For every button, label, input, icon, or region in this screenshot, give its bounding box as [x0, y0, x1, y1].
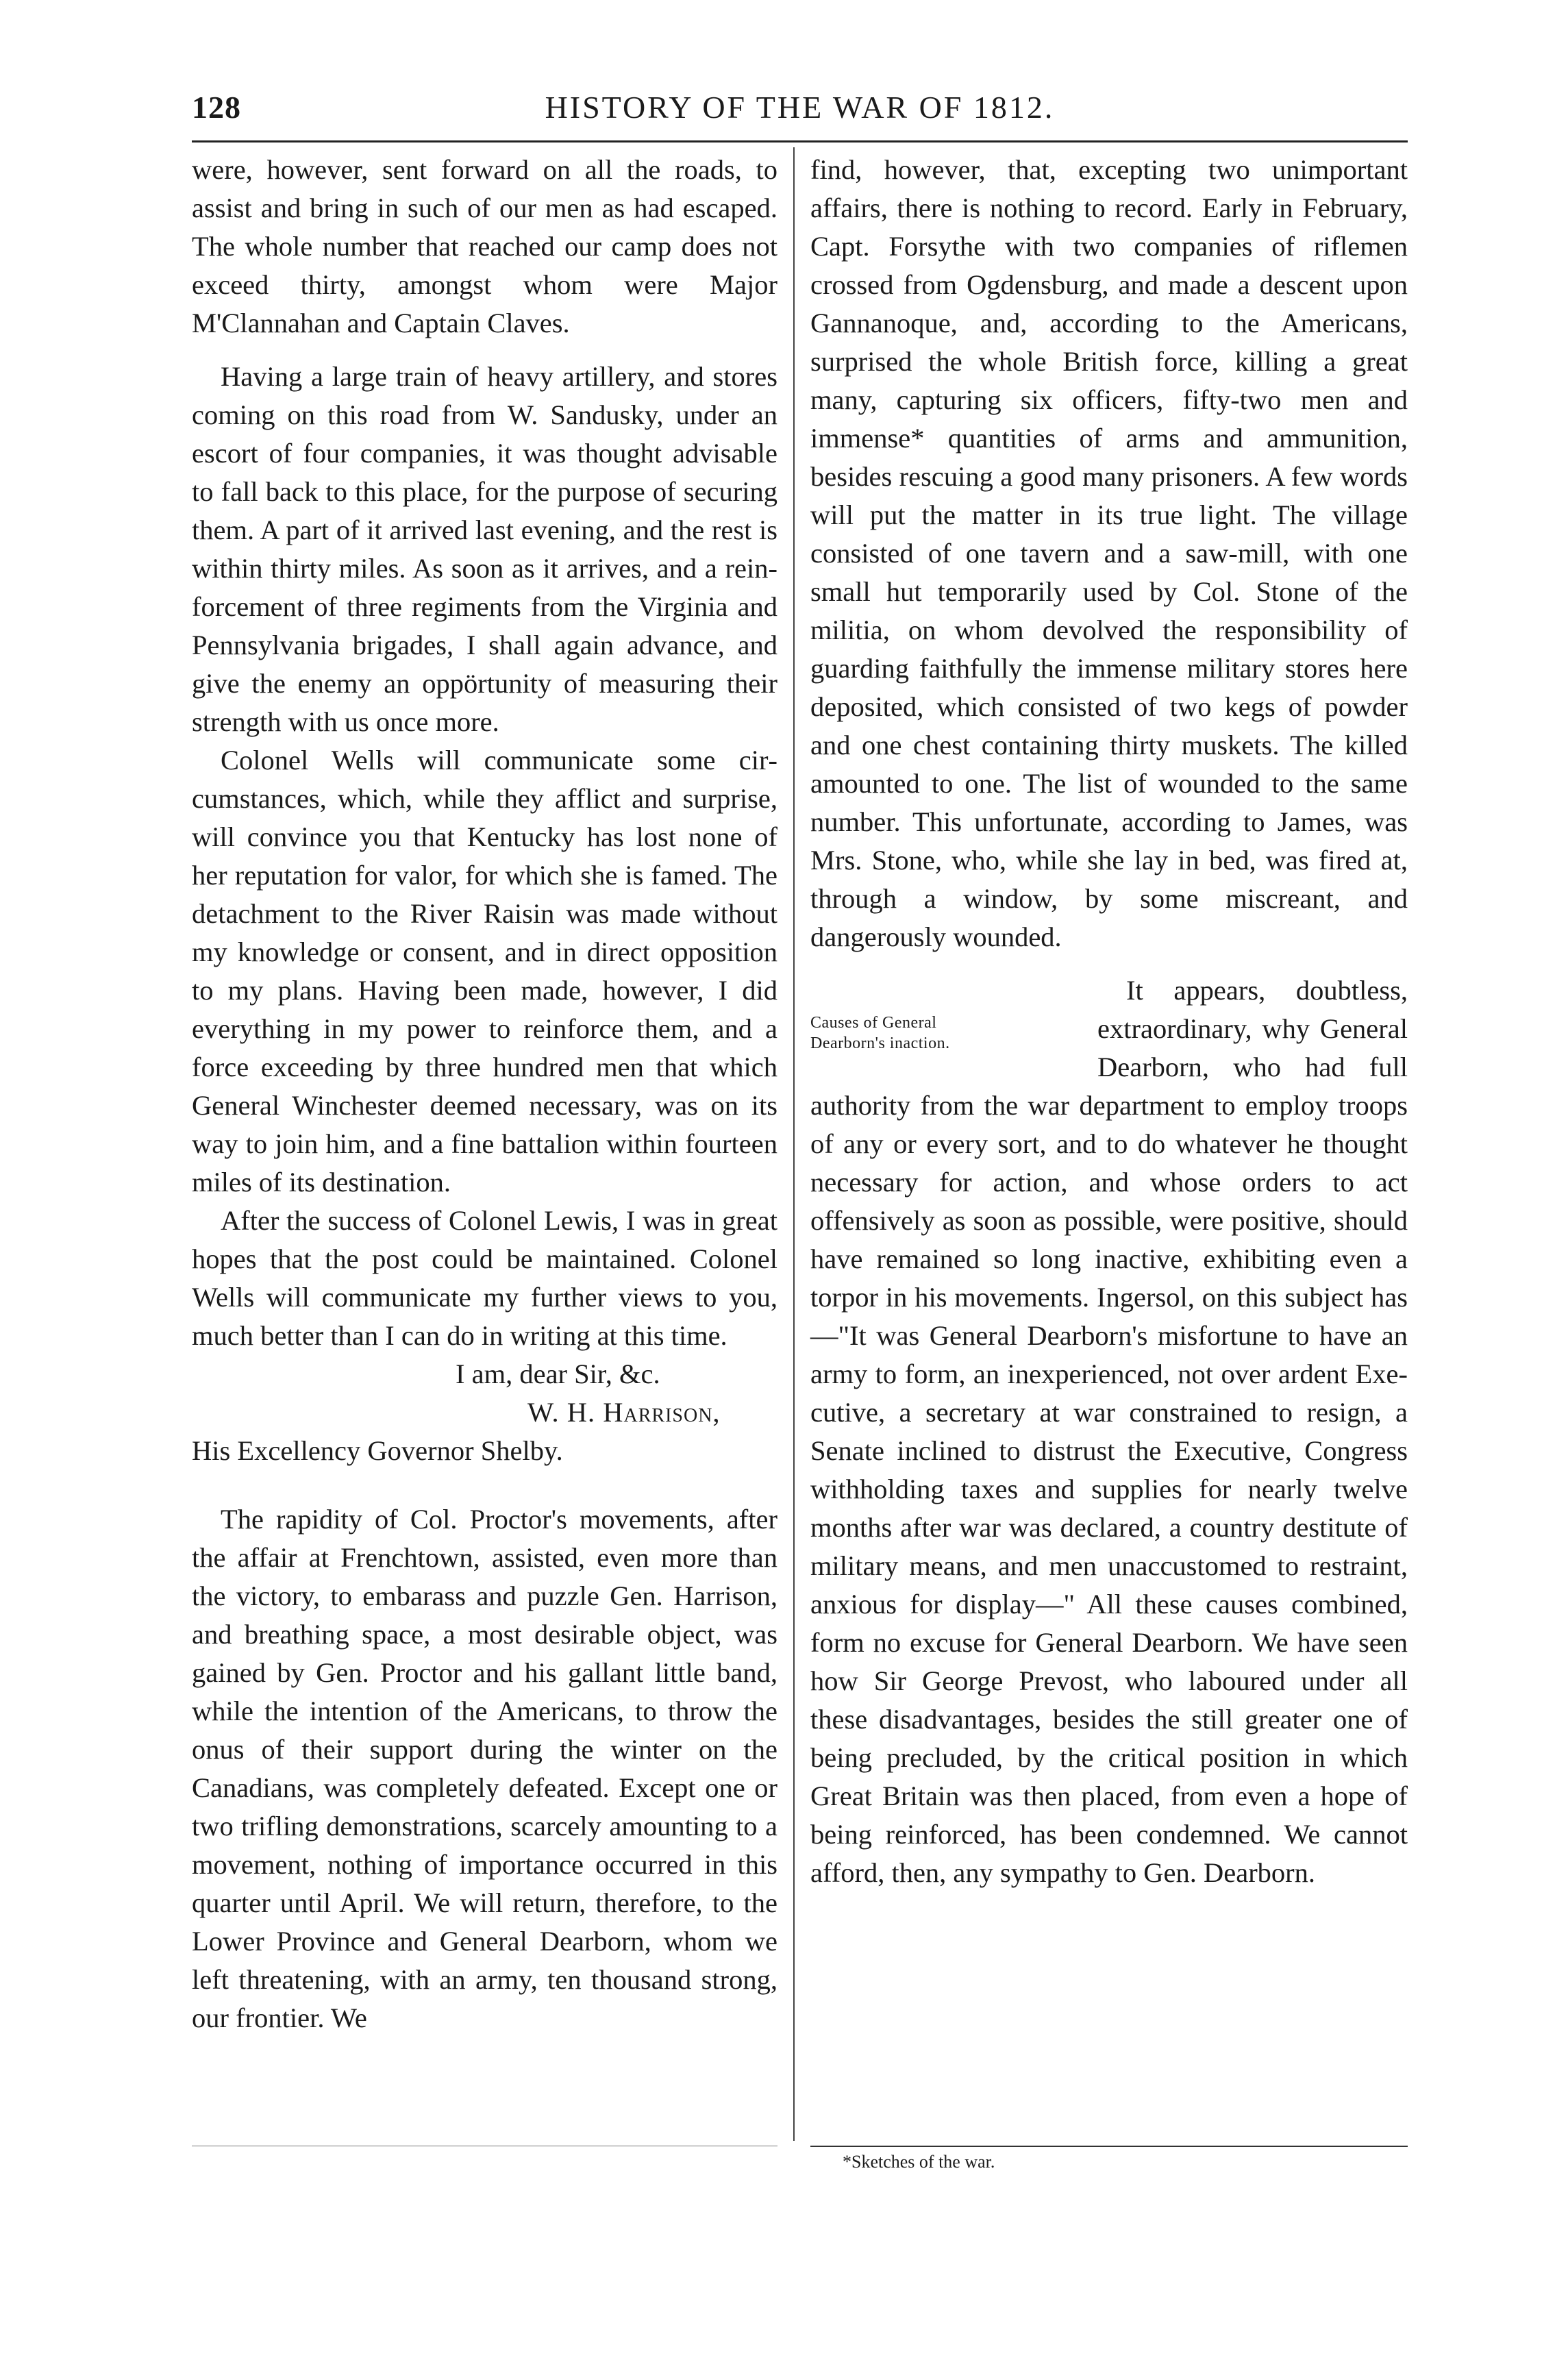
page-number: 128 — [192, 90, 241, 125]
right-column — [810, 151, 1408, 1892]
column-divider — [793, 147, 795, 2141]
header-rule — [192, 140, 1408, 142]
letter-closing: I am, dear Sir, &c. — [456, 1358, 660, 1389]
paragraph: find, however, that, excepting two unimportant affairs, there is nothing to record. Early in February, Capt. Forsythe with two companies of riflemen crossed from Ogdensburg, and made a descent upon Gannanoque, and, according to the Americans, surprised the whole British force, killing a great many, capturing six officers, fifty-two men and immense* quantities of arms and ammunition, besides rescuing a good many prisoners. A few words will put the matter in its true light. The village consisted of one tavern and a saw-mill, with one small hut temporarily used by Col. Stone of the militia, on whom devolved the responsibility of guarding faithfully the immense military stores here deposited, which consisted of two kegs of powder and one chest containing thirty muskets. The killed amounted to one. The list of wounded to the same number. This unfortunate, according to James, was Mrs. Stone, who, while she lay in bed, was fired at, through a window, by some miscreant, and dangerously wounded. — [810, 154, 1408, 952]
margin-note-line: Dearborn's inaction. — [810, 1034, 950, 1052]
paragraph: Having a large train of heavy artillery, and stores coming on this road from W. Sandusky, under an escort of four companies, it was thought advisable to fall back to this place, for the purpose of securing them. A part of it arrived last evening, and the rest is within thirty miles. As soon as it arrives, and a reinforcement of three regiments from the Virginia and Pennsylvania brigades, I shall again advance, and give the enemy an oppörtunity of measuring their strength with us once more. — [192, 361, 777, 737]
left-column — [192, 151, 777, 2037]
page-header — [192, 89, 1408, 137]
margin-note — [810, 1013, 1081, 1054]
footnote: *Sketches of the war. — [843, 2152, 995, 2172]
margin-note-line: Causes of General — [810, 1014, 937, 1032]
paragraph: It appears, doubtless, extraordinary, why General Dearborn, who had full authority from the war department to employ troops of any or every sort, and to do whatever he thought necessary for action, and whose orders to act offensively as soon as possible, were positive, should have remained so long inactive, exhibiting even a torpor in his movements. Ingersol, on this subject has—"It was General Dearborn's misfortune to have an army to form, an inexperienced, not over ardent Executive, a secretary at war constrained to resign, a Senate inclined to distrust the Executive, Congress withholding taxes and supplies for nearly twelve months after war was declared, a country destitute of military means, and men unaccustomed to restraint, anxious for display—" All these causes combined, form no excuse for General Dearborn. We have seen how Sir George Prevost, who laboured under all these disadvantages, besides the still greater one of being precluded, by the critical position in which Great Britain was then placed, from even a hope of being reinforced, has been condemned. We cannot afford, then, any sympathy to Gen. Dearborn. — [810, 975, 1408, 1888]
running-title: HISTORY OF THE WAR OF 1812. — [545, 90, 1055, 125]
letter-addressee: His Excellency Governor Shelby. — [192, 1435, 563, 1466]
paragraph: After the success of Colonel Lewis, I was in great hopes that the post could be maintained. Colonel Wells will communicate my further views to you, much better than I can do in writing at this time. — [192, 1205, 777, 1351]
paragraph: were, however, sent forward on all the roads, to assist and bring in such of our men as had escaped. The whole number that reached our camp does not exceed thirty, amongst whom were Major M'Clannahan and Captain Claves. — [192, 154, 777, 338]
letter-signature: W. H. Harrison, — [527, 1397, 721, 1428]
footnote-rule — [810, 2146, 1408, 2147]
paragraph: The rapidity of Col. Proctor's movements, after the affair at Frenchtown, assisted, even more than the victory, to embarass and puzzle Gen. Harrison, and breathing space, a most desirable object, was gained by Gen. Proctor and his gallant little band, while the intention of the Americans, to throw the onus of their support during the winter on the Canadians, was completely defeated. Except one or two trifling demonstrations, scarcely amounting to a movement, nothing of importance occurred in this quarter until April. We will return, therefore, to the Lower Province and General Dearborn, whom we left threatening, with an army, ten thousand strong, our frontier. We — [192, 1504, 777, 2033]
paragraph: Colonel Wells will communicate some circumstances, which, while they afflict and surprise, will convince you that Kentucky has lost none of her reputation for valor, for which she is famed. The detachment to the River Raisin was made without my knowledge or consent, and in direct opposition to my plans. Having been made, however, I did everything in my power to reinforce them, and a force exceeding by three hundred men that which General Winchester deemed necessary, was on its way to join him, and a fine battalion within fourteen miles of its destination. — [192, 745, 777, 1197]
